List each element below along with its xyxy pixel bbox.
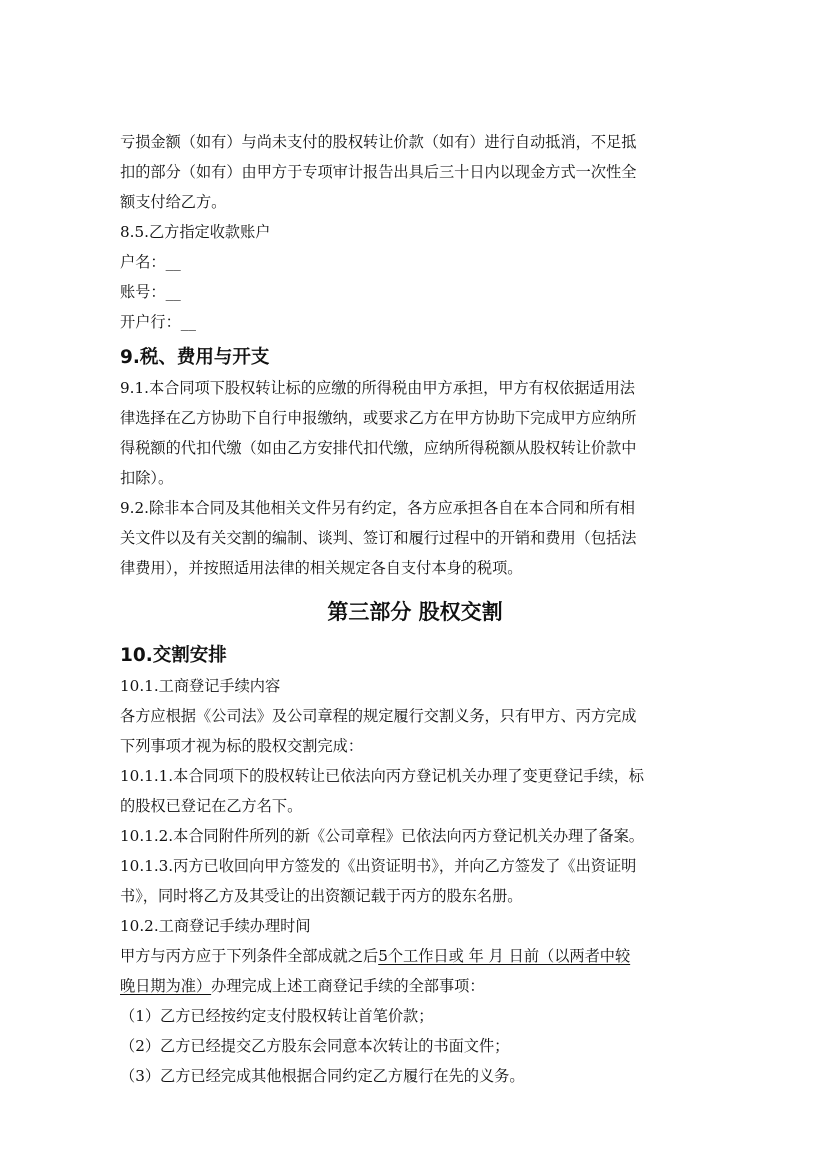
account-number-field: 账号：__ — [120, 283, 181, 301]
clause-8-5: 8.5.乙方指定收款账户 — [120, 223, 271, 241]
clause-10-1-3: 书》，同时将乙方及其受让的出资额记载于丙方的股东名册。 — [120, 887, 523, 905]
time-deadline-underlined: 5个工作日或 年 月 日前（以两者中较 — [378, 947, 631, 965]
clause-10-1-1: 10.1.1.本合同项下的股权转让已依法向丙方登记机关办理了变更登记手续，标 — [120, 767, 644, 785]
clause-10-1-3: 10.1.3.丙方已收回向甲方签发的《出资证明书》，并向乙方签发了《出资证明 — [120, 857, 637, 875]
clause-9-2-line: 律费用），并按照适用法律的相关规定各自支付本身的税项。 — [120, 559, 523, 577]
part-3-title: 第三部分 股权交割 — [327, 600, 503, 624]
section-10-heading: 10.交割安排 — [120, 645, 227, 666]
clause-10-2-time — [120, 941, 710, 971]
time-text: 甲方与丙方应于下列条件全部成就之后 — [120, 947, 379, 965]
clause-10-2: 10.2.工商登记手续办理时间 — [120, 917, 311, 935]
clause-10-1-2: 10.1.2.本合同附件所列的新《公司章程》已依法向丙方登记机关办理了备案。 — [120, 827, 644, 845]
time-text: 办理完成上述工商登记手续的全部事项： — [211, 977, 485, 995]
clause-10-1-1: 的股权已登记在乙方名下。 — [120, 797, 303, 815]
clause-10-1-intro: 下列事项才视为标的股权交割完成： — [120, 737, 363, 755]
condition-3: （3）乙方已经完成其他根据合同约定乙方履行在先的义务。 — [120, 1067, 525, 1085]
account-name-field: 户名：__ — [120, 253, 181, 271]
paragraph-line: 额支付给乙方。 — [120, 193, 227, 211]
section-9-heading: 9.税、费用与开支 — [120, 347, 270, 368]
paragraph-line: 扣的部分（如有）由甲方于专项审计报告出具后三十日内以现金方式一次性全 — [120, 163, 637, 181]
clause-10-1: 10.1.工商登记手续内容 — [120, 677, 281, 695]
condition-1: （1）乙方已经按约定支付股权转让首笔价款； — [120, 1007, 434, 1025]
time-deadline-underlined: 晚日期为准） — [120, 977, 212, 995]
clause-9-1-line: 律选择在乙方协助下自行申报缴纳，或要求乙方在甲方协助下完成甲方应纳所 — [120, 409, 637, 427]
paragraph-line: 亏损金额（如有）与尚未支付的股权转让价款（如有）进行自动抵消，不足抵 — [120, 133, 637, 151]
condition-2: （2）乙方已经提交乙方股东会同意本次转让的书面文件； — [120, 1037, 510, 1055]
clause-9-1-line: 得税额的代扣代缴（如由乙方安排代扣代缴，应纳所得税额从股权转让价款中 — [120, 439, 637, 457]
clause-10-1-intro: 各方应根据《公司法》及公司章程的规定履行交割义务，只有甲方、丙方完成 — [120, 707, 637, 725]
document-body — [120, 127, 710, 1091]
clause-9-2-line: 9.2.除非本合同及其他相关文件另有约定，各方应承担各自在本合同和所有相 — [120, 499, 635, 517]
clause-9-2-line: 关文件以及有关交割的编制、谈判、签订和履行过程中的开销和费用（包括法 — [120, 529, 637, 547]
clause-9-1-line: 扣除）。 — [120, 469, 174, 487]
clause-10-2-time — [120, 971, 710, 1001]
clause-9-1-line: 9.1.本合同项下股权转让标的应缴的所得税由甲方承担，甲方有权依据适用法 — [120, 379, 635, 397]
bank-field: 开户行：__ — [120, 313, 196, 331]
